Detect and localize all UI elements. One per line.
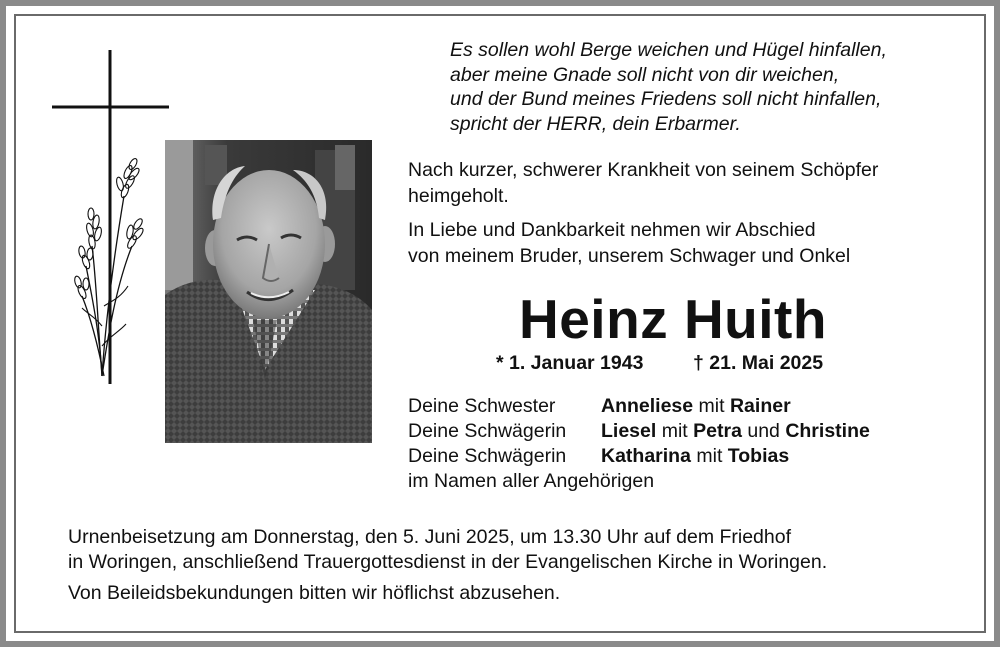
mourner-conjunction: mit [661, 420, 688, 442]
portrait-photo [165, 140, 372, 443]
funeral-line: Urnenbeisetzung am Donnerstag, den 5. Juni 2025, um 13.30 Uhr auf dem Friedhof [68, 526, 792, 548]
funeral-info [68, 525, 827, 606]
verse-line: spricht der HERR, dein Erbarmer. [450, 112, 741, 135]
mourner-relation: Deine Schwester [408, 395, 556, 417]
mourner-row [408, 394, 870, 419]
intro-paragraph [408, 157, 878, 209]
verse-line: und der Bund meines Friedens soll nicht hinfallen, [450, 88, 882, 110]
intro-line: Nach kurzer, schwerer Krankheit von seinem Schöpfer [408, 159, 879, 181]
birth-date: * 1. Januar 1943 [496, 352, 644, 374]
mourner-conjunction: mit [698, 395, 725, 417]
death-date: † 21. Mai 2025 [693, 352, 824, 374]
mourners-list [408, 394, 870, 494]
mourner-conjunction: und [747, 420, 780, 442]
farewell-line: von meinem Bruder, unserem Schwager und Onkel [408, 245, 851, 267]
farewell-line: In Liebe und Dankbarkeit nehmen wir Abschied [408, 219, 816, 241]
mourner-name: Christine [785, 420, 870, 442]
deceased-name: Heinz Huith [519, 288, 827, 350]
verse-line: aber meine Gnade soll nicht von dir weichen, [450, 63, 840, 86]
mourners-closing: im Namen aller Angehörigen [408, 470, 655, 492]
condolence-note: Von Beileidsbekundungen bitten wir höflichst abzusehen. [68, 582, 561, 604]
mourner-conjunction: mit [696, 445, 723, 467]
bible-verse [450, 38, 970, 136]
funeral-line: in Woringen, anschließend Trauergottesdienst in der Evangelischen Kirche in Woringen. [68, 551, 828, 573]
mourner-name: Anneliese [601, 395, 694, 417]
mourner-row [408, 419, 870, 444]
verse-line: Es sollen wohl Berge weichen und Hügel hinfallen, [450, 39, 887, 61]
mourner-name: Katharina [601, 445, 691, 467]
mourner-relation: Deine Schwägerin [408, 420, 567, 442]
obituary-card [6, 6, 994, 641]
mourner-name: Liesel [601, 420, 657, 442]
mourner-name: Tobias [727, 445, 790, 467]
farewell-paragraph [408, 217, 850, 269]
mourner-relation: Deine Schwägerin [408, 445, 567, 467]
mourner-row [408, 444, 870, 469]
intro-line: heimgeholt. [408, 185, 509, 207]
mourner-name: Petra [693, 420, 742, 442]
mourner-name: Rainer [729, 395, 791, 417]
